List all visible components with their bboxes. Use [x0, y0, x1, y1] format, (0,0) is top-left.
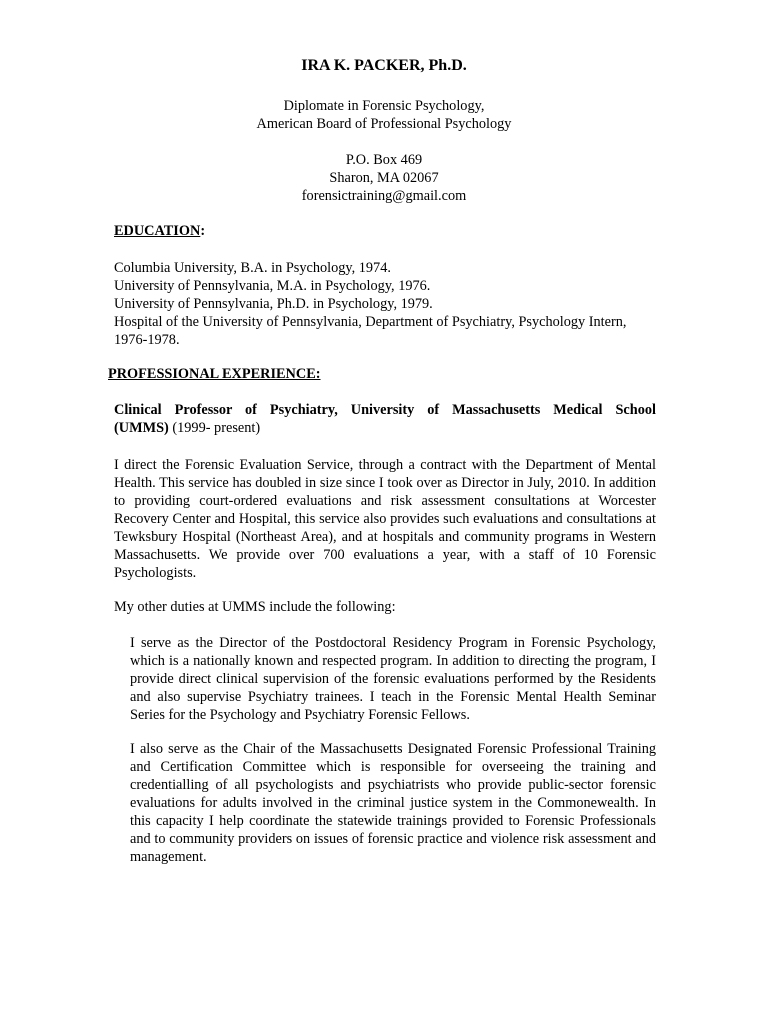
position-title-line-1: Clinical Professor of Psychiatry, University of Massachusetts Medical School [114, 402, 656, 418]
education-heading [114, 222, 205, 240]
position-org-abbr: (UMMS) [114, 420, 169, 436]
education-heading-text: EDUCATION [114, 223, 201, 239]
education-list [114, 259, 674, 349]
education-entry: 1976-1978. [114, 332, 180, 348]
duty-residency-program: I serve as the Director of the Postdoctoral Residency Program in Forensic Psychology, which is a nationally known and respected program. In addition to directing the program, I provide direct clinical supervision of the forensic evaluations performed by the Residents and also supervise Psychiatry trainees. I teach in the Forensic Mental Health Seminar Series for the Psychology and Psychiatry Forensic Fellows. [130, 635, 656, 723]
education-entry: Hospital of the University of Pennsylvania, Department of Psychiatry, Psychology Intern, [114, 314, 627, 330]
credential-line-1: Diplomate in Forensic Psychology, [283, 98, 485, 114]
position-dates: (1999- present) [168, 420, 261, 436]
duty-certification-committee: I also serve as the Chair of the Massachusetts Designated Forensic Professional Training and Certification Committee which is responsible for overseeing the training and credentialling of all psychologists and psychiatrists who provide public-sector forensic evaluations for adults involved in the criminal justice system in the Commonewealth. In this capacity I help coordinate the statewide trainings provided to Forensic Professionals and to community providers on issues of forensic practice and violence risk assessment and management. [130, 741, 656, 865]
experience-heading: PROFESSIONAL EXPERIENCE: [108, 366, 321, 382]
position-title [114, 401, 656, 437]
education-entry: University of Pennsylvania, Ph.D. in Psychology, 1979. [114, 296, 433, 312]
author-name: IRA K. PACKER, Ph.D. [301, 57, 467, 74]
contact-email: forensictraining@gmail.com [301, 188, 467, 204]
address-line-2: Sharon, MA 02067 [329, 170, 439, 186]
credential-line-2: American Board of Professional Psychology [256, 116, 512, 132]
education-entry: Columbia University, B.A. in Psychology, 1974. [114, 260, 391, 276]
address-line-1: P.O. Box 469 [345, 152, 423, 168]
duties-intro: My other duties at UMMS include the following: [114, 599, 396, 615]
education-heading-colon: : [200, 223, 206, 239]
service-description-paragraph: I direct the Forensic Evaluation Service, through a contract with the Department of Mental Health. This service has doubled in size since I took over as Director in July, 2010. In addition to providing court-ordered evaluations and risk assessment consultations at Worcester Recovery Center and Hospital, this service also provides such evaluations and consultations at Tewksbury Hospital (Northeast Area), and at hospitals and community programs in Western Massachusetts. We provide over 700 evaluations a year, with a staff of 10 Forensic Psychologists. [114, 457, 656, 581]
education-entry: University of Pennsylvania, M.A. in Psychology, 1976. [114, 278, 431, 294]
